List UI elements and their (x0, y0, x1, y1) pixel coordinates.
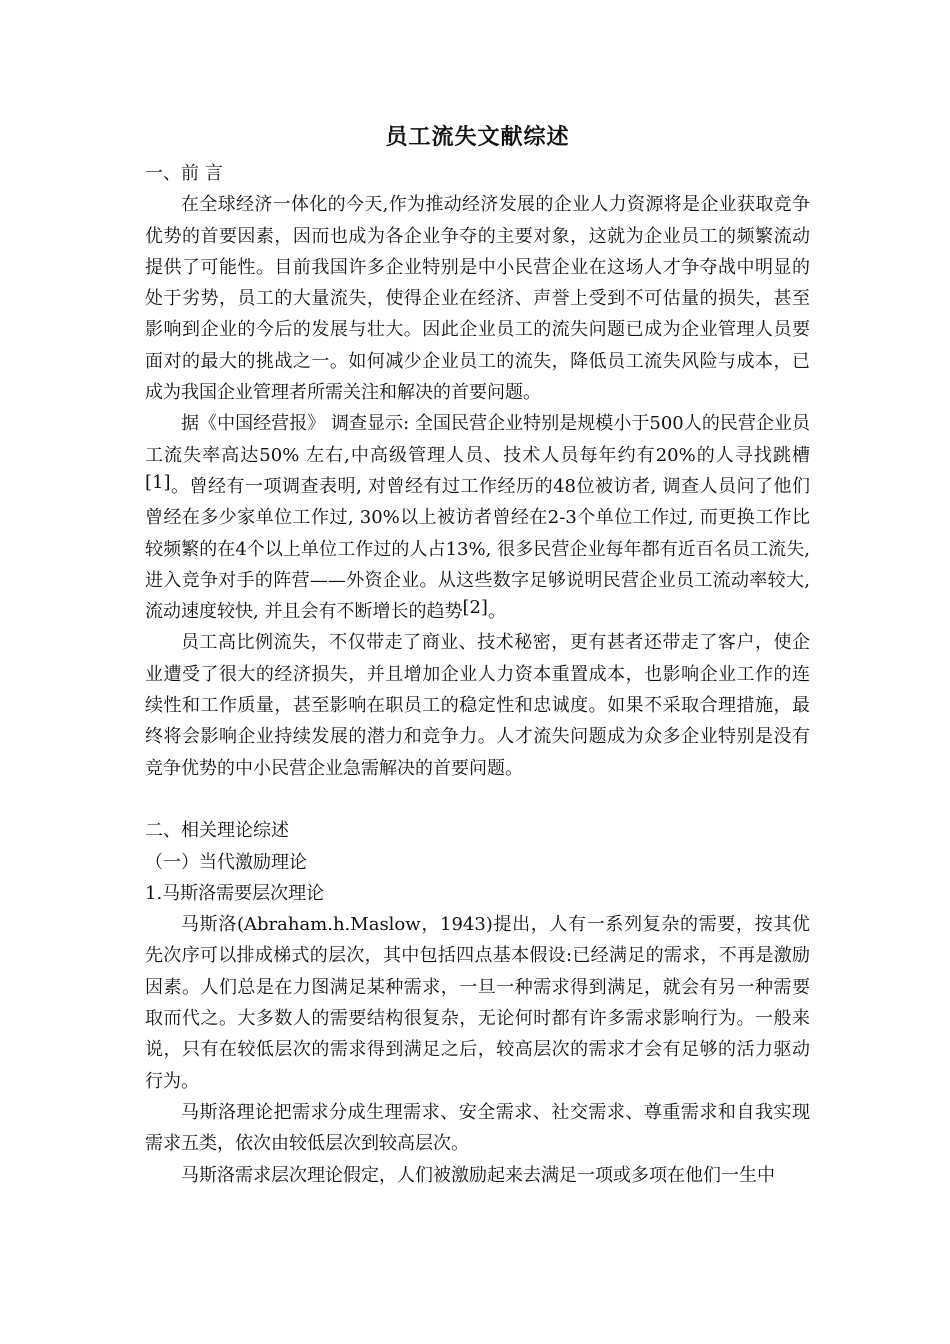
document-page (145, 118, 810, 1191)
paragraph: 马斯洛理论把需求分成生理需求、安全需求、社交需求、尊重需求和自我实现需求五类，依次由较低层次到较高层次。 (145, 1101, 810, 1155)
paragraph-text: 。曾经有一项调查表明, 对曾经有过工作经历的48位被访者, 调查人员问了他们曾经在多少家单位工作过, 30%以上被访者曾经在2-3个单位工作过, 而更换工作比较频繁的在4个以上单位工作过的人占13%, 很多民营企业每年都有近百名员工流失, 进入竞争对手的阵营——外资企业。从这些数字足够说明民营企业员工流动率较大,流动速度较快, 并且会有不断增长的趋势 (145, 475, 810, 623)
section-heading-theory: 二、相关理论综述 (145, 820, 289, 842)
paragraph: 马斯洛(Abraham.h.Maslow，1943)提出，人有一系列复杂的需要，按其优先次序可以排成梯式的层次，其中包括四点基本假设:已经满足的需求，不再是激励因素。人们总是在力图满足某种需求，一旦一种需求得到满足，就会有另一种需要取而代之。大多数人的需要结构很复杂，无论何时都有许多需求影响行为。一般来说，只有在较低层次的需求得到满足之后，较高层次的需求才会有足够的活力驱动行为。 (145, 914, 810, 1092)
paragraph: 马斯洛需求层次理论假定，人们被激励起来去满足一项或多项在他们一生中 (181, 1164, 775, 1186)
paragraph-text: 据《中国经营报》 调查显示: 全国民营企业特别是规模小于500人的民营企业员工流失率高达50% 左右,中高级管理人员、技术人员每年约有20%的人寻找跳槽 (145, 413, 810, 466)
subsubsection-heading: 1.马斯洛需要层次理论 (145, 882, 325, 904)
document-title: 员工流失文献综述 (385, 125, 570, 150)
subsection-heading: （一）当代激励理论 (145, 851, 307, 873)
reference-marker: [2] (462, 597, 488, 619)
paragraph-text: 。 (487, 601, 506, 623)
section-heading-preface: 一、前 言 (145, 163, 223, 184)
paragraph-with-references (145, 408, 810, 627)
blank-line (145, 784, 810, 815)
reference-marker: [1] (145, 471, 171, 493)
paragraph: 在全球经济一体化的今天,作为推动经济发展的企业人力资源将是企业获取竞争优势的首要因素，因而也成为各企业争夺的主要对象，这就为企业员工的频繁流动提供了可能性。目前我国许多企业特别是中小民营企业在这场人才争夺战中明显的处于劣势，员工的大量流失，使得企业在经济、声誉上受到不可估量的损失，甚至影响到企业的今后的发展与壮大。因此企业员工的流失问题已成为企业管理人员要面对的最大的挑战之一。如何减少企业员工的流失，降低员工流失风险与成本，已成为我国企业管理者所需关注和解决的首要问题。 (145, 194, 810, 404)
paragraph: 员工高比例流失，不仅带走了商业、技术秘密，更有甚者还带走了客户，使企业遭受了很大的经济损失，并且增加企业人力资本重置成本，也影响企业工作的连续性和工作质量，甚至影响在职员工的稳定性和忠诚度。如果不采取合理措施，最终将会影响企业持续发展的潜力和竞争力。人才流失问题成为众多企业特别是没有竞争优势的中小民营企业急需解决的首要问题。 (145, 632, 810, 779)
